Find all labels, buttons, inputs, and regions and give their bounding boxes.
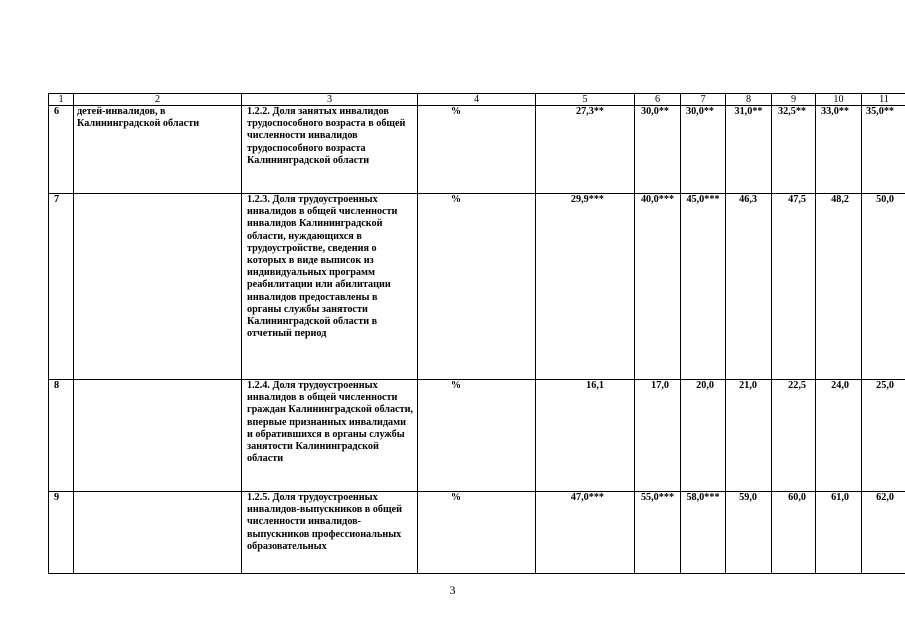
row-number: 7 bbox=[49, 194, 74, 380]
value-cell-col-11: 62,0 bbox=[862, 492, 905, 574]
indicator-name: 1.2.3. Доля трудоустроенных инвалидов в общей численности инвалидов Калининградской области, нуждающихся в трудоустройстве, сведения о которых в виде выписок из индивидуальных программ реабилитации или абилитации инвалидов предоставлены в органы службы занятости Калининградской области в отчетный период bbox=[242, 194, 418, 380]
column-header-8: 8 bbox=[726, 94, 772, 106]
unit-cell: % bbox=[418, 194, 536, 380]
value-cell-col-6: 17,0 bbox=[635, 380, 681, 492]
value-cell-col-8: 31,0** bbox=[726, 106, 772, 194]
column-header-11: 11 bbox=[862, 94, 905, 106]
column-header-4: 4 bbox=[418, 94, 536, 106]
value-cell-col-9: 60,0 bbox=[772, 492, 816, 574]
row-number: 9 bbox=[49, 492, 74, 574]
value-cell-col-5: 29,9*** bbox=[536, 194, 635, 380]
data-table bbox=[48, 93, 905, 574]
value-cell-col-7: 20,0 bbox=[681, 380, 726, 492]
column-header-2: 2 bbox=[74, 94, 242, 106]
indicator-name: 1.2.5. Доля трудоустроенных инвалидов-выпускников в общей численности инвалидов-выпускников профессиональных образовательных bbox=[242, 492, 418, 574]
table-body bbox=[49, 94, 905, 574]
table-row bbox=[49, 106, 905, 194]
value-cell-col-9: 32,5** bbox=[772, 106, 816, 194]
column-header-7: 7 bbox=[681, 94, 726, 106]
header-row bbox=[49, 94, 905, 106]
row-name bbox=[74, 380, 242, 492]
value-cell-col-7: 58,0*** bbox=[681, 492, 726, 574]
row-name bbox=[74, 492, 242, 574]
indicator-name: 1.2.4. Доля трудоустроенных инвалидов в общей численности граждан Калининградской области, впервые признанных инвалидами и обратившихся в органы службы занятости Калининградской области bbox=[242, 380, 418, 492]
value-cell-col-10: 33,0** bbox=[816, 106, 862, 194]
value-cell-col-10: 61,0 bbox=[816, 492, 862, 574]
value-cell-col-8: 46,3 bbox=[726, 194, 772, 380]
table-row bbox=[49, 194, 905, 380]
row-number: 8 bbox=[49, 380, 74, 492]
indicator-name: 1.2.2. Доля занятых инвалидов трудоспособного возраста в общей численности инвалидов трудоспособного возраста Калининградской области bbox=[242, 106, 418, 194]
value-cell-col-11: 35,0** bbox=[862, 106, 905, 194]
unit-cell: % bbox=[418, 106, 536, 194]
value-cell-col-5: 27,3** bbox=[536, 106, 635, 194]
value-cell-col-11: 50,0 bbox=[862, 194, 905, 380]
value-cell-col-7: 45,0*** bbox=[681, 194, 726, 380]
value-cell-col-6: 30,0** bbox=[635, 106, 681, 194]
value-cell-col-6: 55,0*** bbox=[635, 492, 681, 574]
unit-cell: % bbox=[418, 492, 536, 574]
row-number: 6 bbox=[49, 106, 74, 194]
column-header-9: 9 bbox=[772, 94, 816, 106]
value-cell-col-10: 48,2 bbox=[816, 194, 862, 380]
value-cell-col-6: 40,0*** bbox=[635, 194, 681, 380]
value-cell-col-9: 47,5 bbox=[772, 194, 816, 380]
column-header-6: 6 bbox=[635, 94, 681, 106]
value-cell-col-5: 16,1 bbox=[536, 380, 635, 492]
value-cell-col-8: 59,0 bbox=[726, 492, 772, 574]
value-cell-col-9: 22,5 bbox=[772, 380, 816, 492]
value-cell-col-11: 25,0 bbox=[862, 380, 905, 492]
table-row bbox=[49, 380, 905, 492]
row-name: детей-инвалидов, в Калининградской области bbox=[74, 106, 242, 194]
value-cell-col-8: 21,0 bbox=[726, 380, 772, 492]
page-number: 3 bbox=[449, 583, 456, 597]
column-header-3: 3 bbox=[242, 94, 418, 106]
column-header-10: 10 bbox=[816, 94, 862, 106]
table-row bbox=[49, 492, 905, 574]
column-header-1: 1 bbox=[49, 94, 74, 106]
value-cell-col-5: 47,0*** bbox=[536, 492, 635, 574]
row-name bbox=[74, 194, 242, 380]
value-cell-col-7: 30,0** bbox=[681, 106, 726, 194]
unit-cell: % bbox=[418, 380, 536, 492]
column-header-5: 5 bbox=[536, 94, 635, 106]
value-cell-col-10: 24,0 bbox=[816, 380, 862, 492]
